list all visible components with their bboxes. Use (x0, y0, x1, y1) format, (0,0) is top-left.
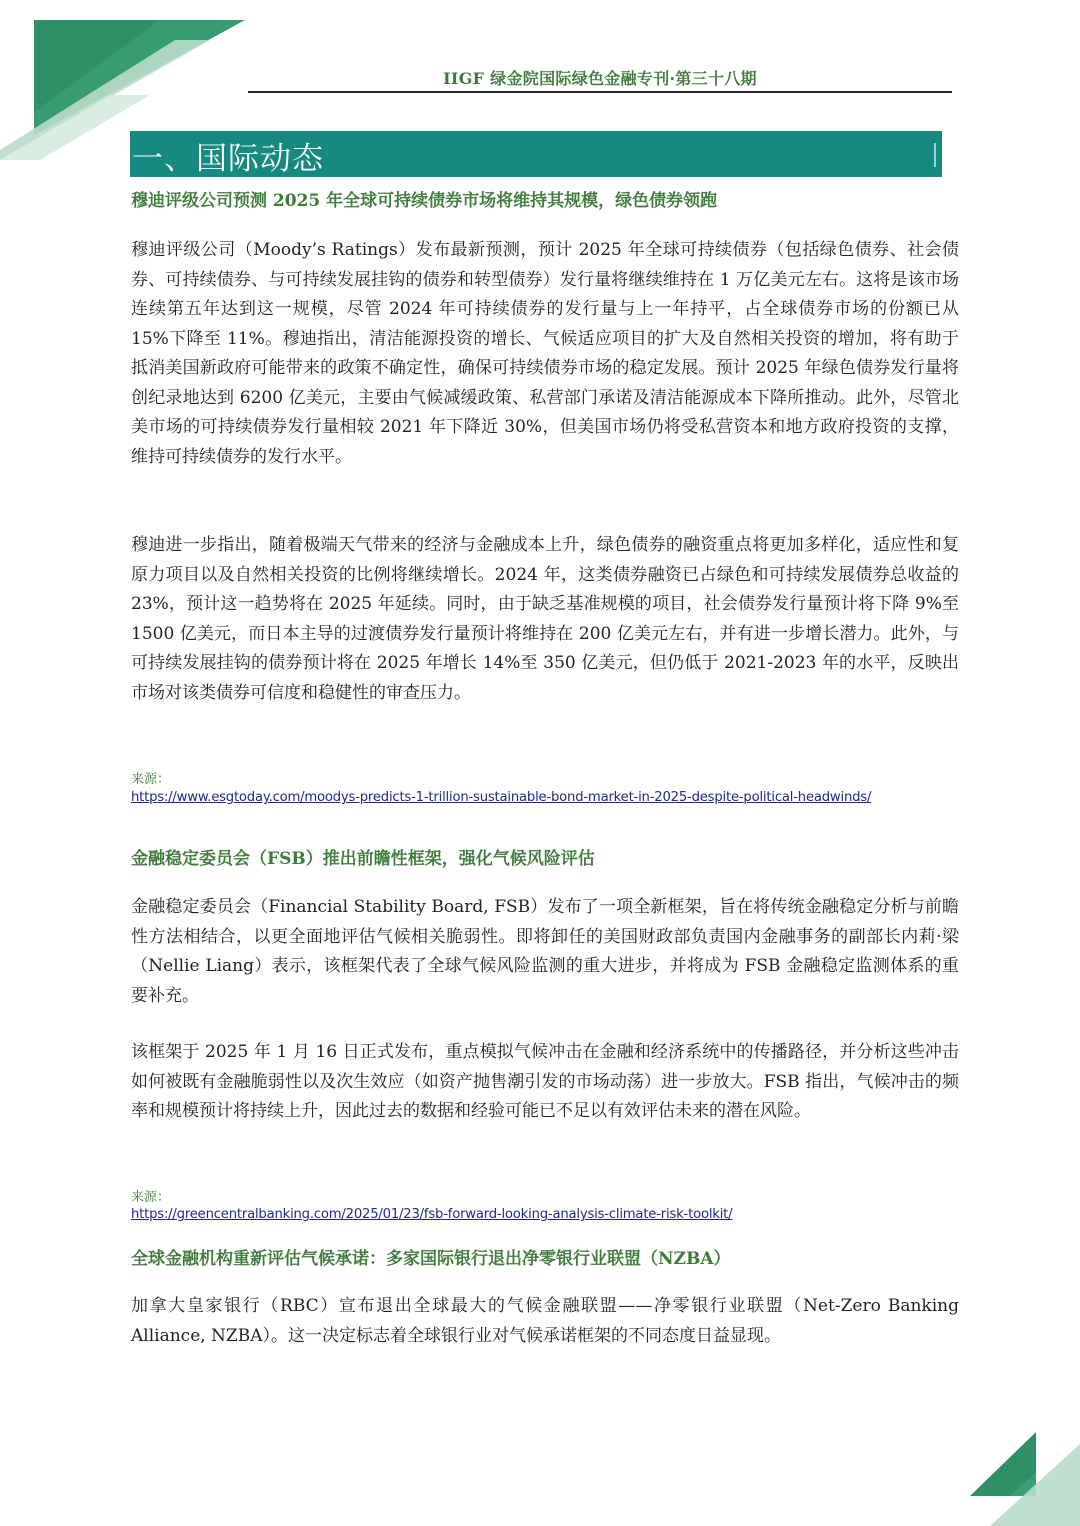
running-header-title: IIGF 绿金院国际绿色金融专刊·第三十八期 (443, 69, 757, 88)
source-link[interactable]: https://greencentralbanking.com/2025/01/23/fsb-forward-looking-analysis-climate-risk-toolkit/ (131, 1207, 733, 1222)
section-title: 一、国际动态 (132, 141, 324, 177)
article-paragraph: 穆迪评级公司（Moody’s Ratings）发布最新预测，预计 2025 年全球可持续债券（包括绿色债券、社会债券、可持续债券、与可持续发展挂钩的债券和转型债券）发行量将继续维持在 1 万亿美元左右。这将是该市场连续第五年达到这一规模，尽管 2024 年可持续债券的发行量与上一年持平，占全球债券市场的份额已从 15%下降至 11%。穆迪指出，清洁能源投资的增长、气候适应项目的扩大及自然相关投资的增加，将有助于抵消美国新政府可能带来的政策不确定性，确保可持续债券市场的稳定发展。预计 2025 年绿色债券发行量将创纪录地达到 6200 亿美元，主要由气候减缓政策、私营部门承诺及清洁能源成本下降所推动。此外，尽管北美市场的可持续债券发行量相较 2021 年下降近 30%，但美国市场仍将受私营资本和地方政府投资的支撑，维持可持续债券的发行水平。 (131, 240, 959, 467)
article-paragraph: 该框架于 2025 年 1 月 16 日正式发布，重点模拟气候冲击在金融和经济系统中的传播路径，并分析这些冲击如何被既有金融脆弱性以及次生效应（如资产抛售潮引发的市场动荡）进一步放大。FSB 指出，气候冲击的频率和规模预计将持续上升，因此过去的数据和经验可能已不足以有效评估未来的潜在风险。 (131, 1042, 959, 1121)
source-label: 来源： (131, 772, 171, 787)
section-banner (130, 131, 942, 177)
article-title: 金融稳定委员会（FSB）推出前瞻性框架，强化气候风险评估 (131, 849, 595, 869)
article-title: 穆迪评级公司预测 2025 年全球可持续债券市场将维持其规模，绿色债券领跑 (131, 191, 718, 211)
banner-accent-bar (934, 143, 936, 167)
header-rule (248, 91, 952, 93)
article-paragraph: 金融稳定委员会（Financial Stability Board, FSB）发布了一项全新框架，旨在将传统金融稳定分析与前瞻性方法相结合，以更全面地评估气候相关脆弱性。即将卸任的美国财政部负责国内金融事务的副部长内莉·梁（Nellie Liang）表示，该框架代表了全球气候风险监测的重大进步，并将成为 FSB 金融稳定监测体系的重要补充。 (131, 897, 959, 1006)
article-paragraph: 穆迪进一步指出，随着极端天气带来的经济与金融成本上升，绿色债券的融资重点将更加多样化，适应性和复原力项目以及自然相关投资的比例将继续增长。2024 年，这类债券融资已占绿色和可持续发展债券总收益的 23%，预计这一趋势将在 2025 年延续。同时，由于缺乏基准规模的项目，社会债券发行量预计将下降 9%至 1500 亿美元，而日本主导的过渡债券发行量预计将维持在 200 亿美元左右，并有进一步增长潜力。此外，与可持续发展挂钩的债券预计将在 2025 年增长 14%至 350 亿美元，但仍低于 2021-2023 年的水平，反映出市场对该类债券可信度和稳健性的审查压力。 (131, 535, 959, 703)
source-label: 来源： (131, 1190, 171, 1205)
source-link[interactable]: https://www.esgtoday.com/moodys-predicts-1-trillion-sustainable-bond-market-in-2025-despite-political-headwinds/ (131, 790, 872, 805)
corner-decoration-bottom-right (970, 1416, 1080, 1526)
article-title: 全球金融机构重新评估气候承诺：多家国际银行退出净零银行业联盟（NZBA） (131, 1249, 731, 1269)
article-paragraph: 加拿大皇家银行（RBC）宣布退出全球最大的气候金融联盟——净零银行业联盟（Net-Zero Banking Alliance, NZBA）。这一决定标志着全球银行业对气候承诺框架的不同态度日益显现。 (131, 1296, 959, 1346)
